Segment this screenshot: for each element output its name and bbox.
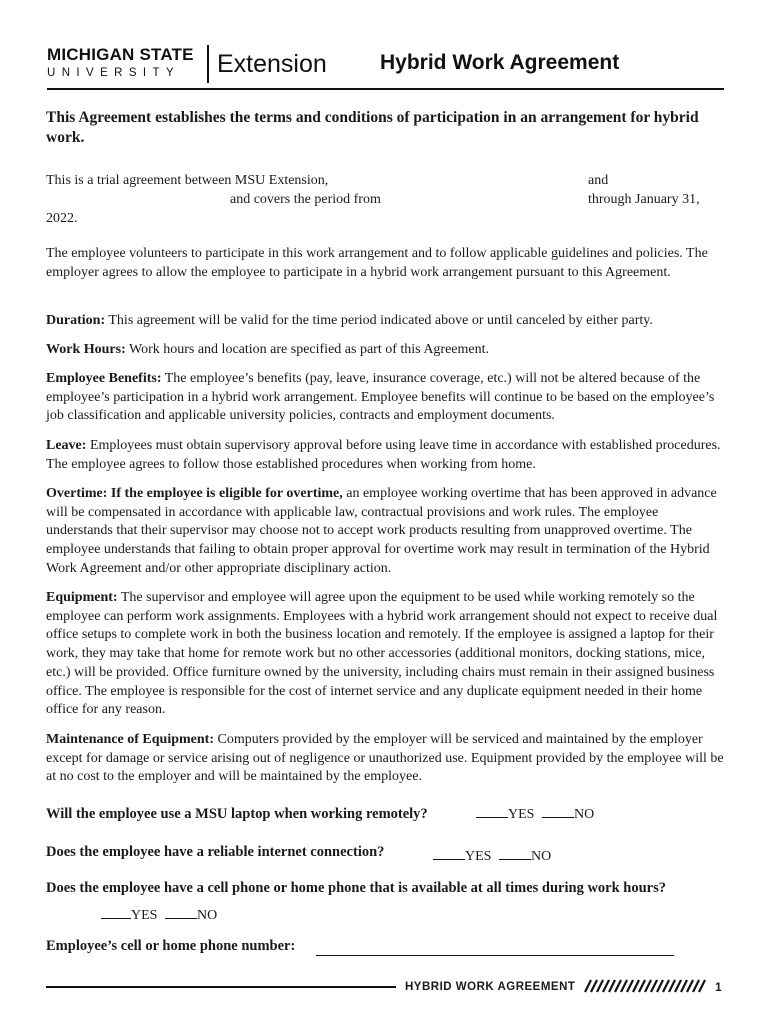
work-hours-text: Work hours and location are specified as part of this Agreement.	[125, 342, 490, 357]
duration-text: This agreement will be valid for the time period indicated above or until canceled by either party.	[105, 313, 653, 328]
trial-line-1: This is a trial agreement between MSU Extension,	[46, 173, 329, 188]
work-hours-paragraph	[46, 341, 728, 360]
work-hours-label: Work Hours:	[46, 342, 126, 357]
header-rule	[47, 88, 724, 90]
laptop-no-label: NO	[573, 807, 595, 822]
leave-label: Leave:	[46, 438, 87, 453]
laptop-question: Will the employee use a MSU laptop when working remotely?	[46, 806, 428, 822]
footer-rule	[46, 986, 396, 988]
internet-no-label: NO	[530, 849, 552, 864]
internet-no-blank[interactable]	[499, 847, 531, 860]
footer-hatch-decoration	[581, 978, 709, 994]
phone-question: Does the employee have a cell phone or home phone that is available at all times during work hours?	[46, 880, 667, 896]
page-number: 1	[715, 980, 722, 994]
laptop-no-blank[interactable]	[542, 805, 574, 818]
laptop-yes-label: YES	[508, 807, 535, 822]
leave-paragraph	[46, 437, 728, 474]
phone-yes-blank[interactable]	[101, 906, 131, 919]
logo-divider	[207, 45, 209, 83]
phone-options	[101, 906, 217, 925]
maintenance-text: Computers provided by the employer will be serviced and maintained by the employer except for damage or service arising out of negligence or unauthorized use. Equipment provided by the employee will be at no cost to the employer and will be maintained by the employee.	[46, 732, 724, 785]
internet-yes-label: YES	[465, 849, 492, 864]
msu-logo	[47, 46, 194, 80]
internet-yes-blank[interactable]	[433, 847, 465, 860]
trial-year: 2022.	[46, 211, 78, 226]
internet-question: Does the employee have a reliable internet connection?	[46, 844, 385, 860]
laptop-options	[476, 805, 594, 824]
phone-number-field[interactable]	[316, 955, 674, 956]
duration-label: Duration:	[46, 313, 106, 328]
volunteer-paragraph: The employee volunteers to participate in this work arrangement and to follow applicable guidelines and policies. The employer agrees to allow the employee to participate in a hybrid work arrangement pursuant to this Agreement.	[46, 246, 708, 280]
equipment-text: The supervisor and employee will agree upon the equipment to be used while working remotely so the employee can perform work assignments. Employees with a hybrid work arrangement should not expect to receive dual office setups to complete work in both the business location and remotely. If the employee is assigned a laptop for their work, they may take that home for remote work but no other accessories (additional monitors, docking stations, mice, etc.) will be provided. Office furniture owned by the university, including chairs must remain in their assigned business office. The employee is responsible for the cost of internet service and any duplicate equipment needed in their home office for any reason.	[46, 590, 718, 718]
duration-paragraph	[46, 312, 728, 331]
internet-options	[433, 847, 551, 866]
benefits-label: Employee Benefits:	[46, 371, 162, 386]
benefits-paragraph	[46, 370, 728, 426]
equipment-label: Equipment:	[46, 590, 118, 605]
phone-yes-label: YES	[131, 908, 158, 923]
phone-no-blank[interactable]	[165, 906, 197, 919]
maintenance-paragraph	[46, 731, 728, 787]
intro-statement: This Agreement establishes the terms and conditions of participation in an arrangement for hybrid work.	[46, 109, 699, 146]
overtime-text: an employee working overtime that has been approved in advance will be compensated in accordance with applicable law, contractual provisions and work rules. The employee understands that their supervisor may choose not to accept work products resulting from unapproved overtime. The employee understands that failing to obtain proper approval for overtime work may result in termination of the Hybrid Work Agreement and/or other appropriate disciplinary action.	[46, 486, 717, 576]
overtime-label: Overtime: If the employee is eligible for overtime,	[46, 486, 343, 501]
maintenance-label: Maintenance of Equipment:	[46, 732, 214, 747]
overtime-paragraph	[46, 485, 728, 579]
equipment-paragraph	[46, 589, 728, 720]
logo-extension: Extension	[217, 50, 327, 78]
trial-through: through January 31,	[588, 192, 700, 207]
logo-line-2: UNIVERSITY	[47, 67, 181, 79]
benefits-text: The employee’s benefits (pay, leave, insurance coverage, etc.) will not be altered because of the employee’s participation in a hybrid work arrangement. Employee benefits will continue to be based on the employee’s job classification and applicable university policies, contracts and employment documents.	[46, 371, 715, 424]
laptop-yes-blank[interactable]	[476, 805, 508, 818]
document-title: Hybrid Work Agreement	[380, 51, 620, 74]
leave-text: Employees must obtain supervisory approval before using leave time in accordance with established procedures. The employee agrees to follow those established procedures when working from home.	[46, 438, 721, 472]
logo-line-1: MICHIGAN STATE	[47, 45, 194, 64]
phone-no-label: NO	[196, 908, 218, 923]
phone-number-label: Employee’s cell or home phone number:	[46, 938, 296, 954]
trial-and: and	[588, 173, 609, 188]
footer-label: HYBRID WORK AGREEMENT	[405, 981, 576, 993]
trial-period: and covers the period from	[230, 192, 381, 207]
